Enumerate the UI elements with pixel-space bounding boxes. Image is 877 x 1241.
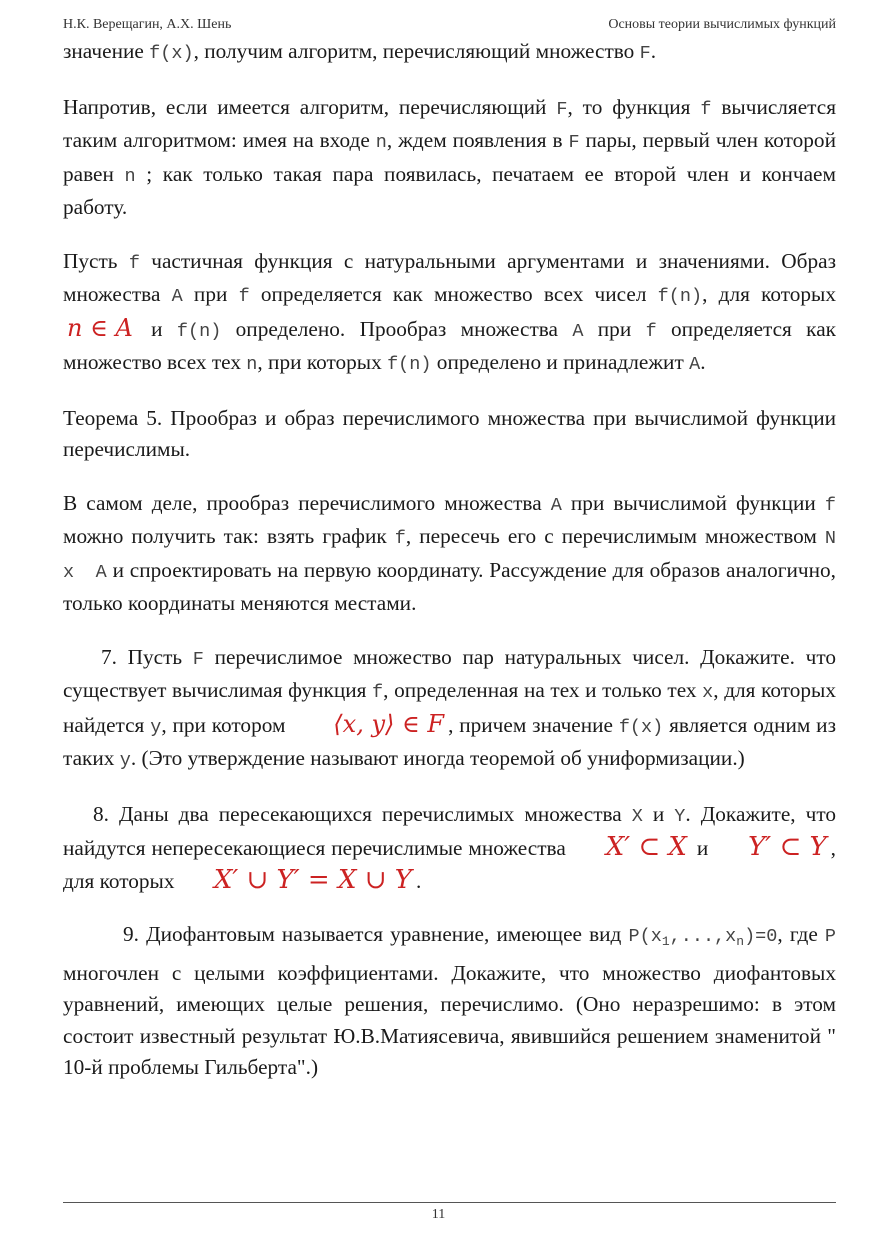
theorem-5: Теорема 5. Прообраз и образ перечислимого множества при вычислимой функции перечислимы. [63,405,836,461]
formula-n-in-a: n ∈ A [67,313,133,342]
formula-x-subset: X′ ⊂ X [605,832,687,862]
formula-union: X′ ∪ Y′ = X ∪ Y [213,864,412,895]
formula-diophantine: $P(x_1,...,x_n)=0$ [628,926,778,949]
page-body [63,36,836,1106]
header-title: Основы теории вычислимых функций [608,17,836,32]
page-number: 11 [431,1207,446,1222]
exercise-9: 9. Диофантовым называется уравнение, имеющее вид $P(x_1,...,x_n)=0$, где P многочлен с целыми коэффициентами. Докажите, что множество диофантовых уравнений, имеющих целые решения, перечислимо. (Оно неразрешимо: в этом состоит известный результат Ю.В.Матиясевича, явившийся решением знаменитой " 10-й проблемы Гильберта".) [63,922,837,1079]
formula-y-subset: Y′ ⊂ Y [748,832,827,862]
paragraph-converse: Напротив, если имеется алгоритм, перечисляющий F, то функция f вычисляется таким алгоритмом: имея на входе n, ждем появления в F пары, первый член которой равен n ; как только такая пара появилась, печатаем ее второй член и кончаем работу. [63,94,836,219]
formula-pair-in-f: ⟨x, y⟩ ∈ F [333,709,445,738]
footer-divider [63,1202,836,1203]
paragraph-image-definition: Пусть f частичная функция с натуральными аргументами и значениями. Образ множества A при f определяется как множество всех чисел f(n), для которых n ∈ A и f(n) определено. Прообраз множества A при f определяется как множество всех тех n, при которых f(n) определено и принадлежит A. [63,248,837,375]
exercise-7: 7. Пусть F перечислимое множество пар натуральных чисел. Докажите. что существует вычислимая функция f, определенная на тех и только тех x, для которых найдется y, при котором ⟨x, y⟩ ∈ F , причем значение f(x) является одним из таких y. (Это утверждение называют иногда теоремой об униформизации.) [63,644,836,771]
exercise-8: 8. Даны два пересекающихся перечислимых множества X и Y. Докажите, что найдутся непересекающиеся перечислимые множества X′ ⊂ X и Y′ ⊂ Y , для которых X′ ∪ Y′ = X ∪ Y . [63,801,836,895]
paragraph-proof: В самом деле, прообраз перечислимого множества A при вычислимой функции f можно получить так: взять график f, пересечь его с перечислимым множеством N x A и спроектировать на первую координату. Рассуждение для образов аналогично, только координаты меняются местами. [63,490,836,615]
header-authors: Н.К. Верещагин, А.Х. Шень [63,17,232,32]
paragraph-continuation: значение f(x), получим алгоритм, перечисляющий множество F. [63,39,657,64]
